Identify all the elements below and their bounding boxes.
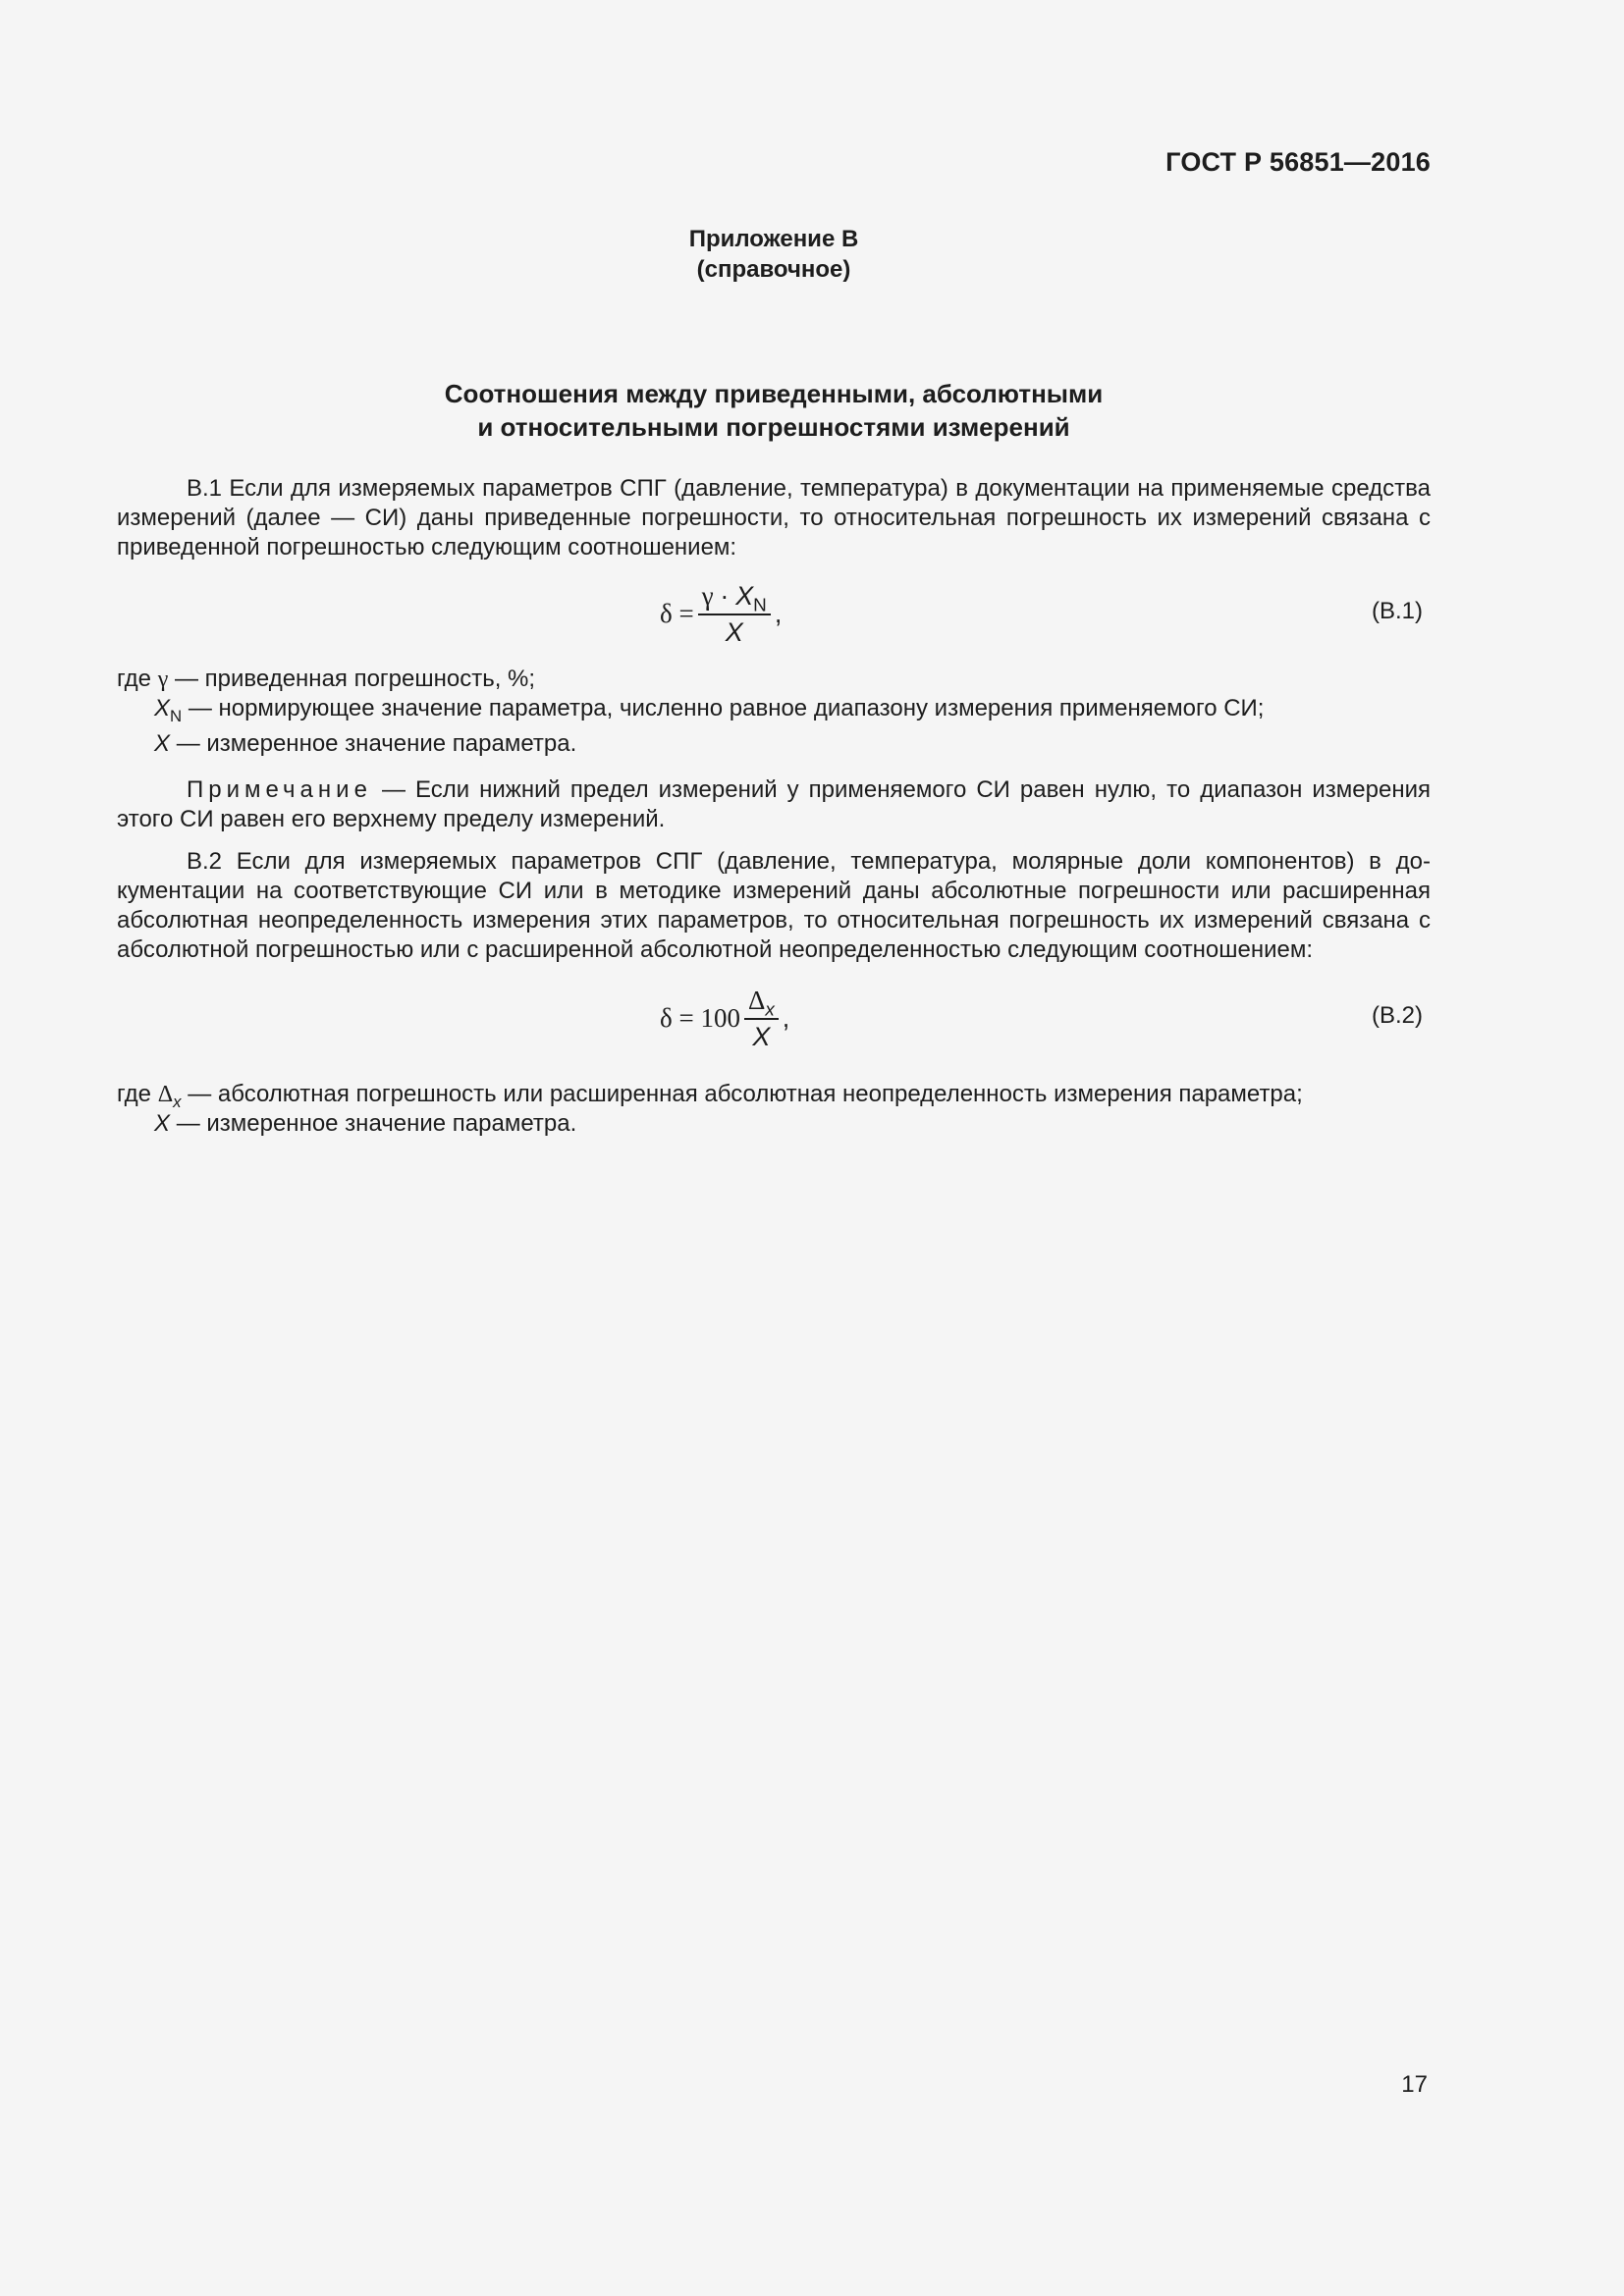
- formula-b2-denominator: X: [752, 1022, 771, 1051]
- formula-b1-comma: ,: [774, 598, 783, 628]
- where-prefix: где: [117, 666, 152, 692]
- formula-b1-number: (В.1): [1371, 598, 1423, 624]
- delta-symbol: Δ: [157, 1082, 174, 1107]
- xn-definition: — нормирующее значение параметра, численно равное диапазону измерения применяемого СИ;: [188, 695, 1265, 721]
- gamma-definition: — приведенная погрешность, %;: [174, 666, 536, 692]
- formula-b2-numerator: [744, 985, 779, 1020]
- x-definition: — измеренное значение параметра.: [176, 1110, 577, 1137]
- formula-b2-expression: [660, 979, 789, 1057]
- formula-b1-numerator: [698, 580, 771, 615]
- where-delta-line: [117, 1080, 1431, 1109]
- formula-b2-lhs: δ = 100: [660, 1002, 740, 1033]
- note-paragraph: [117, 775, 1431, 834]
- x-symbol: X: [154, 1110, 171, 1137]
- appendix-title: Приложение В: [688, 226, 859, 252]
- n-subscript: N: [753, 595, 767, 616]
- formula-b2-number: (В.2): [1371, 1002, 1423, 1029]
- dot-operator: ·: [720, 581, 730, 611]
- gamma-symbol: γ: [701, 581, 714, 611]
- gamma-symbol: γ: [157, 667, 169, 692]
- x-subscript: x: [173, 1092, 182, 1111]
- section-title-line1: Соотношения между приведенными, абсолютными: [444, 379, 1104, 408]
- formula-b2-fraction: [744, 985, 779, 1051]
- appendix-heading: [0, 224, 1547, 285]
- note-label: Примечание: [187, 776, 372, 803]
- x-symbol: X: [154, 695, 171, 721]
- x-definition: — измеренное значение параметра.: [176, 730, 577, 757]
- where-prefix: где: [117, 1081, 152, 1107]
- x-symbol: X: [154, 730, 171, 757]
- note-block: [117, 775, 1431, 834]
- formula-b1: [117, 574, 1431, 653]
- formula-b2-comma: ,: [782, 1002, 790, 1033]
- note-text: — Если нижний предел измерений у применяемого СИ равен нулю, то диапазон измерения этого СИ равен его верхнему пределу измерений.: [117, 776, 1431, 832]
- formula-b1-fraction: [698, 580, 771, 647]
- where-xn-line: [117, 694, 1431, 723]
- x-subscript: x: [765, 999, 775, 1021]
- where-list-b1: [117, 665, 1431, 759]
- n-subscript: N: [170, 706, 183, 725]
- where-list-b2: [117, 1080, 1431, 1139]
- paragraph-b1: В.1 Если для измеряемых параметров СПГ (давление, температура) в документации на применяемые средства измерений (далее — СИ) даны приведенные погрешности, то относительная погрешность их измерений связана с приведенной погрешностью следующим соотношением:: [117, 475, 1431, 561]
- delta-definition: — абсолютная погрешность или расширенная абсолютная неопределенность измерения параметра;: [188, 1081, 1303, 1107]
- where-x-line: [117, 1109, 1431, 1139]
- delta-symbol: Δ: [747, 986, 766, 1015]
- paragraph-b2-block: [117, 847, 1431, 965]
- x-symbol: X: [735, 581, 754, 611]
- formula-b1-lhs: δ =: [660, 598, 694, 628]
- paragraph-b1-block: [117, 474, 1431, 562]
- paragraph-b2: В.2 Если для измеряемых параметров СПГ (давление, температура, молярные доли компонентов) в документации на соответствующие СИ или в методике измерений даны абсолютные погрешности или расширенная абсолютная неопределенность измерения этих параметров, то относительная погрешность их измерений связана с абсолютной погрешностью или с расширенной абсолютной неопределенностью следующим соотношением:: [117, 848, 1431, 963]
- appendix-subtitle: (справочное): [696, 256, 851, 283]
- where-gamma-line: [117, 665, 1431, 694]
- standard-code: ГОСТ Р 56851—2016: [1165, 147, 1431, 177]
- formula-b2: [117, 979, 1431, 1057]
- where-x-line: [117, 729, 1431, 759]
- section-title: [0, 377, 1547, 444]
- formula-b1-expression: [660, 574, 782, 653]
- formula-b1-denominator: X: [725, 617, 743, 647]
- page-number: 17: [1401, 2071, 1428, 2098]
- section-title-line2: и относительными погрешностями измерений: [477, 412, 1070, 442]
